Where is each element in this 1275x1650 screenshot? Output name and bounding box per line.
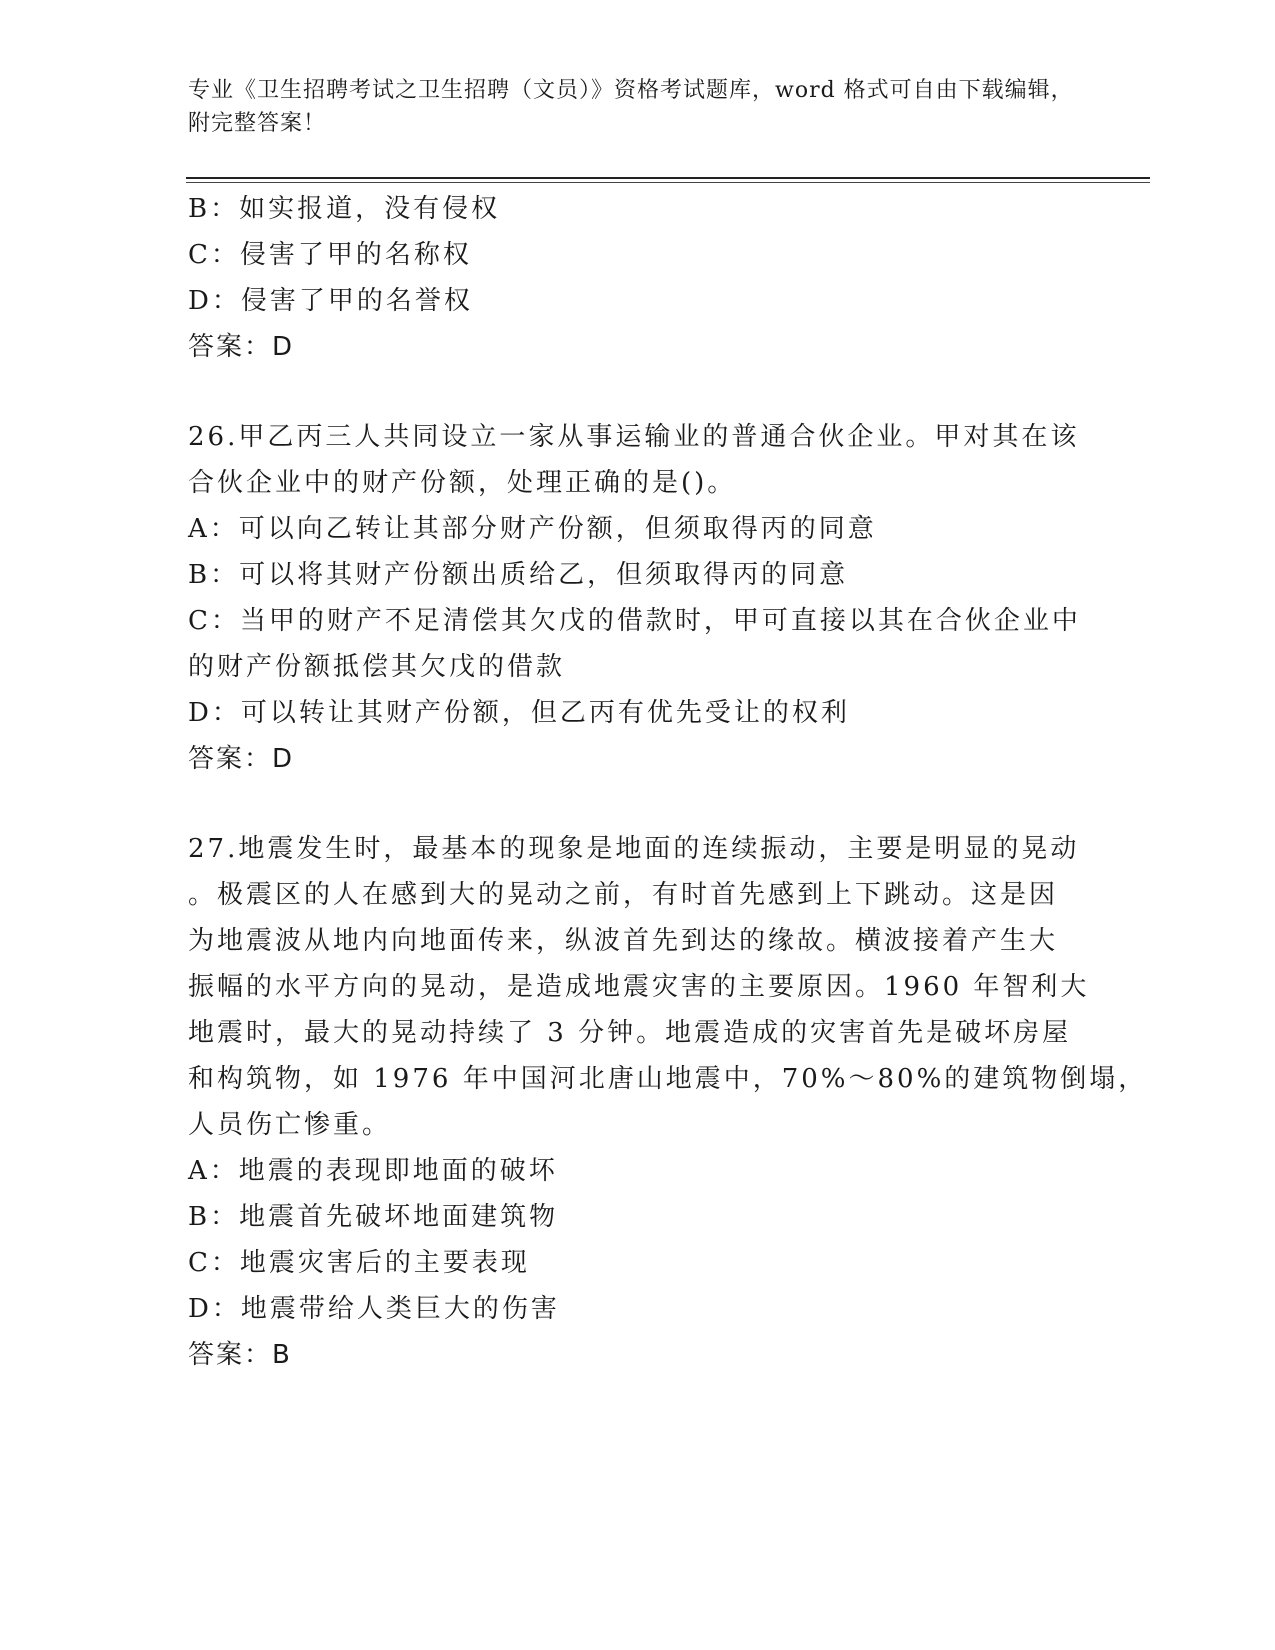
option-c: C：侵害了甲的名称权	[188, 240, 472, 270]
document-header	[188, 74, 1078, 140]
header-title: 专业《卫生招聘考试之卫生招聘（文员）》资格考试题库，word 格式可自由下载编辑，附完整答案！	[188, 78, 1074, 136]
question-27	[188, 826, 1148, 1378]
question-stem-line: 和构筑物，如 1976 年中国河北唐山地震中，70%～80%的建筑物倒塌，	[188, 1064, 1148, 1094]
question-stem-line: 合伙企业中的财产份额，处理正确的是()。	[188, 468, 737, 498]
header-rule-thick	[186, 177, 1150, 179]
header-rule-thin	[186, 182, 1150, 183]
question-25-tail	[188, 186, 1078, 370]
question-26	[188, 414, 1081, 782]
question-stem-line: 27.地震发生时，最基本的现象是地面的连续振动，主要是明显的晃动	[188, 834, 1080, 864]
option-b: B：地震首先破坏地面建筑物	[188, 1202, 559, 1232]
answer-line: 答案：B	[188, 1340, 292, 1370]
spacer	[188, 782, 1078, 826]
question-stem-line: 26.甲乙丙三人共同设立一家从事运输业的普通合伙企业。甲对其在该	[188, 422, 1080, 452]
option-a: A：可以向乙转让其部分财产份额，但须取得丙的同意	[188, 514, 877, 544]
option-c: C：地震灾害后的主要表现	[188, 1248, 530, 1278]
answer-line: 答案：D	[188, 744, 295, 774]
spacer	[188, 370, 1078, 414]
question-stem-line: 为地震波从地内向地面传来，纵波首先到达的缘故。横波接着产生大	[188, 926, 1059, 956]
document-body	[188, 186, 1148, 1378]
option-a: A：地震的表现即地面的破坏	[188, 1156, 558, 1186]
option-d: D：侵害了甲的名誉权	[188, 286, 473, 316]
answer-line: 答案：D	[188, 332, 295, 362]
option-c-continued: 的财产份额抵偿其欠戊的借款	[188, 652, 566, 682]
option-b: B：如实报道，没有侵权	[188, 194, 501, 224]
option-d: D：可以转让其财产份额，但乙丙有优先受让的权利	[188, 698, 850, 728]
option-d: D：地震带给人类巨大的伤害	[188, 1294, 560, 1324]
option-b: B：可以将其财产份额出质给乙，但须取得丙的同意	[188, 560, 849, 590]
question-stem-line: 地震时，最大的晃动持续了 3 分钟。地震造成的灾害首先是破坏房屋	[188, 1018, 1072, 1048]
question-stem-line: 振幅的水平方向的晃动，是造成地震灾害的主要原因。1960 年智利大	[188, 972, 1090, 1002]
question-stem-line: 人员伤亡惨重。	[188, 1110, 392, 1140]
option-c: C：当甲的财产不足清偿其欠戊的借款时，甲可直接以其在合伙企业中	[188, 606, 1081, 636]
question-stem-line: 。极震区的人在感到大的晃动之前，有时首先感到上下跳动。这是因	[188, 880, 1059, 910]
